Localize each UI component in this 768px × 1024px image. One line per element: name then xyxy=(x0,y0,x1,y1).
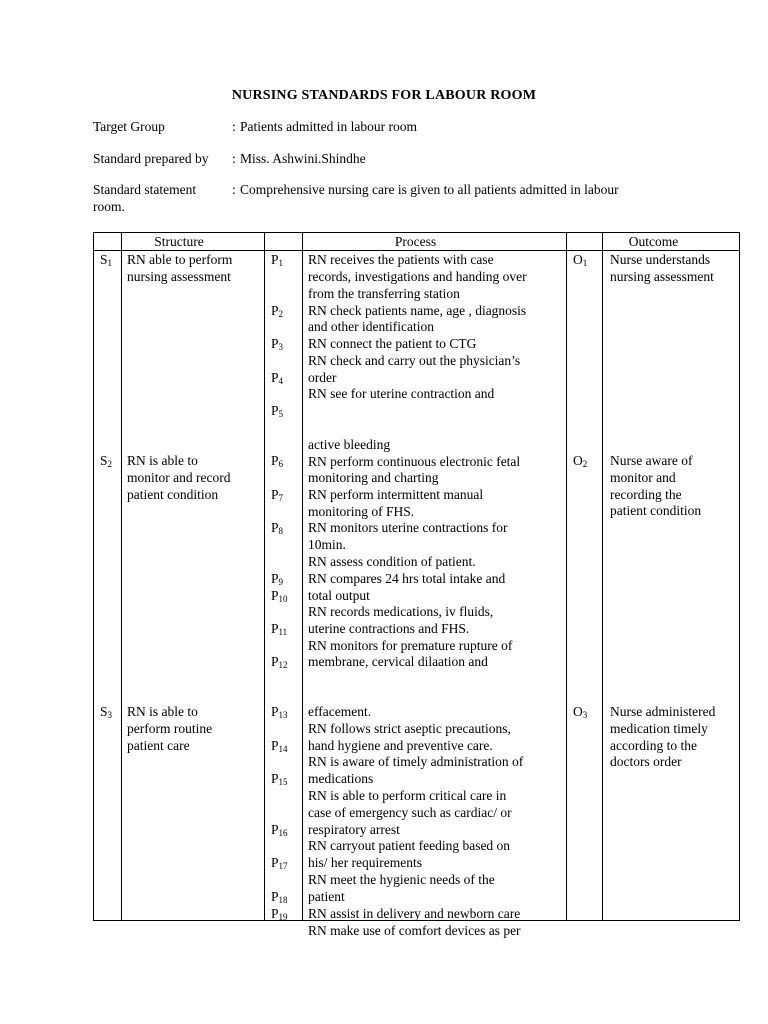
process-line: patient xyxy=(308,889,345,904)
outcome-code xyxy=(573,704,587,721)
outcome-text xyxy=(610,704,715,771)
process-code-subscript: 6 xyxy=(278,459,284,469)
process-code xyxy=(271,252,283,269)
process-code xyxy=(271,771,288,788)
outcome-text xyxy=(610,252,714,286)
process-code xyxy=(271,403,283,420)
process-code-subscript: 17 xyxy=(278,861,288,871)
outcome-code-letter: O xyxy=(573,453,583,468)
target-group-label: Target Group xyxy=(93,119,165,134)
process-code-letter: P xyxy=(271,303,279,318)
structure-code-subscript: 3 xyxy=(107,710,113,720)
column-divider xyxy=(121,233,122,920)
process-line: 10min. xyxy=(308,537,346,552)
process-code-subscript: 16 xyxy=(278,828,288,838)
process-line: records, investigations and handing over xyxy=(308,269,527,284)
structure-text-line: RN able to perform xyxy=(127,252,233,267)
structure-code xyxy=(100,453,112,470)
process-line: effacement. xyxy=(308,704,372,719)
process-code xyxy=(271,453,283,470)
process-line: case of emergency such as cardiac/ or xyxy=(308,805,512,820)
process-code-subscript: 4 xyxy=(278,376,284,386)
outcome-text-line: monitor and xyxy=(610,469,676,485)
process-line: respiratory arrest xyxy=(308,822,400,837)
process-line: RN see for uterine contraction and xyxy=(308,386,495,401)
process-code-letter: P xyxy=(271,704,279,719)
structure-code xyxy=(100,252,112,269)
process-code xyxy=(271,654,288,671)
column-divider xyxy=(264,233,265,920)
process-code-subscript: 9 xyxy=(278,577,284,587)
process-code xyxy=(271,855,288,872)
process-line: RN perform continuous electronic fetal xyxy=(308,454,521,469)
process-code xyxy=(271,906,288,923)
process-line: RN connect the patient to CTG xyxy=(308,336,477,351)
process-code-subscript: 15 xyxy=(278,777,288,787)
process-code xyxy=(271,520,283,537)
process-code xyxy=(271,889,288,906)
process-code xyxy=(271,704,288,721)
process-code-letter: P xyxy=(271,520,279,535)
process-code-subscript: 5 xyxy=(278,409,284,419)
process-code-letter: P xyxy=(271,822,279,837)
structure-text-line: RN is able to xyxy=(127,453,198,468)
structure-code xyxy=(100,704,112,721)
process-code-letter: P xyxy=(271,889,279,904)
outcome-code-subscript: 2 xyxy=(582,459,588,469)
process-code-subscript: 7 xyxy=(278,493,284,503)
process-code xyxy=(271,370,283,387)
process-line: RN assist in delivery and newborn care xyxy=(308,906,521,921)
process-line: monitoring and charting xyxy=(308,470,439,485)
process-line: RN check and carry out the physician’s xyxy=(308,353,521,368)
prepared-by-value: Miss. Ashwini.Shindhe xyxy=(240,151,366,166)
process-line: RN is able to perform critical care in xyxy=(308,788,507,803)
process-code-subscript: 12 xyxy=(278,660,288,670)
header-process: Process xyxy=(394,234,437,249)
page-title: NURSING STANDARDS FOR LABOUR ROOM xyxy=(231,88,537,103)
process-code-letter: P xyxy=(271,654,279,669)
structure-text xyxy=(127,252,232,286)
process-line: RN perform intermittent manual xyxy=(308,487,484,502)
outcome-code-letter: O xyxy=(573,252,583,267)
process-code xyxy=(271,336,283,353)
process-line: RN check patients name, age , diagnosis xyxy=(308,303,527,318)
process-code-letter: P xyxy=(271,738,279,753)
process-code-subscript: 14 xyxy=(278,744,288,754)
statement-separator: : xyxy=(232,182,236,197)
process-code-letter: P xyxy=(271,621,279,636)
outcome-code-letter: O xyxy=(573,704,583,719)
header-outcome: Outcome xyxy=(628,234,679,249)
process-line: hand hygiene and preventive care. xyxy=(308,738,493,753)
process-code-letter: P xyxy=(271,252,279,267)
outcome-code-subscript: 3 xyxy=(582,710,588,720)
process-line: RN receives the patients with case xyxy=(308,252,494,267)
process-code-subscript: 8 xyxy=(278,526,284,536)
statement-label: Standard statement xyxy=(93,182,197,197)
structure-text xyxy=(127,453,230,503)
outcome-text-line: nursing assessment xyxy=(610,268,714,284)
process-line: RN make use of comfort devices as per xyxy=(308,923,521,938)
structure-code-letter: S xyxy=(100,704,108,719)
process-code xyxy=(271,571,283,588)
header-structure: Structure xyxy=(154,234,204,249)
process-code-subscript: 3 xyxy=(278,342,284,352)
process-line: RN follows strict aseptic precautions, xyxy=(308,721,511,736)
process-code-subscript: 18 xyxy=(278,895,288,905)
outcome-code-subscript: 1 xyxy=(582,258,588,268)
outcome-text-line: Nurse aware of xyxy=(610,453,693,468)
process-code-letter: P xyxy=(271,336,279,351)
process-line: RN is aware of timely administration of xyxy=(308,754,524,769)
outcome-text-line: Nurse administered xyxy=(610,704,716,719)
outcome-text-line: patient condition xyxy=(610,503,702,519)
process-code xyxy=(271,588,288,605)
process-code-subscript: 2 xyxy=(278,309,284,319)
process-code xyxy=(271,738,288,755)
outcome-text-line: doctors order xyxy=(610,754,682,770)
target-group-separator: : xyxy=(232,119,236,134)
process-code-subscript: 19 xyxy=(278,912,288,922)
process-code-subscript: 1 xyxy=(278,258,284,268)
process-code xyxy=(271,822,288,839)
process-code-letter: P xyxy=(271,855,279,870)
process-code-letter: P xyxy=(271,771,279,786)
structure-text-line: RN is able to xyxy=(127,704,198,719)
column-divider xyxy=(602,233,603,920)
structure-text xyxy=(127,704,212,754)
outcome-text xyxy=(610,453,701,520)
process-line: medications xyxy=(308,771,374,786)
process-line: RN carryout patient feeding based on xyxy=(308,838,511,853)
structure-text-line: patient condition xyxy=(127,486,219,502)
process-code-letter: P xyxy=(271,571,279,586)
structure-code-letter: S xyxy=(100,252,108,267)
outcome-text-line: according to the xyxy=(610,737,697,753)
process-line: RN monitors for premature rupture of xyxy=(308,638,513,653)
structure-text-line: patient care xyxy=(127,737,190,753)
process-line: total output xyxy=(308,588,370,603)
statement-continuation: room. xyxy=(93,199,125,214)
process-line: RN assess condition of patient. xyxy=(308,554,476,569)
process-line: uterine contractions and FHS. xyxy=(308,621,470,636)
structure-text-line: nursing assessment xyxy=(127,268,231,284)
process-line: from the transferring station xyxy=(308,286,460,301)
process-line: RN compares 24 hrs total intake and xyxy=(308,571,506,586)
process-code xyxy=(271,621,287,638)
outcome-text-line: medication timely xyxy=(610,720,708,736)
process-code-letter: P xyxy=(271,403,279,418)
process-line: active bleeding xyxy=(308,437,391,452)
structure-text-line: perform routine xyxy=(127,720,213,736)
process-code-subscript: 10 xyxy=(278,594,288,604)
column-divider xyxy=(302,233,303,920)
process-code-letter: P xyxy=(271,487,279,502)
target-group-value: Patients admitted in labour room xyxy=(240,119,417,134)
column-divider xyxy=(566,233,567,920)
process-line: membrane, cervical dilaation and xyxy=(308,654,488,669)
process-line: monitoring of FHS. xyxy=(308,504,415,519)
structure-text-line: monitor and record xyxy=(127,469,231,485)
process-line: his/ her requirements xyxy=(308,855,422,870)
process-line: order xyxy=(308,370,337,385)
process-line: and other identification xyxy=(308,319,434,334)
process-code-subscript: 13 xyxy=(278,710,288,720)
process-code-letter: P xyxy=(271,453,279,468)
structure-code-subscript: 1 xyxy=(107,258,113,268)
process-code-subscript: 11 xyxy=(278,627,288,637)
process-code-letter: P xyxy=(271,906,279,921)
prepared-by-label: Standard prepared by xyxy=(93,151,209,166)
outcome-code xyxy=(573,453,587,470)
process-code-letter: P xyxy=(271,588,279,603)
structure-code-subscript: 2 xyxy=(107,459,113,469)
process-line: RN meet the hygienic needs of the xyxy=(308,872,495,887)
outcome-text-line: recording the xyxy=(610,486,682,502)
process-code xyxy=(271,487,283,504)
process-line: RN records medications, iv fluids, xyxy=(308,604,494,619)
process-code-letter: P xyxy=(271,370,279,385)
prepared-by-separator: : xyxy=(232,151,236,166)
process-code xyxy=(271,303,283,320)
structure-code-letter: S xyxy=(100,453,108,468)
process-line: RN monitors uterine contractions for xyxy=(308,520,508,535)
outcome-text-line: Nurse understands xyxy=(610,252,711,267)
outcome-code xyxy=(573,252,587,269)
statement-value: Comprehensive nursing care is given to all patients admitted in labour xyxy=(240,182,619,197)
standards-table xyxy=(93,232,740,938)
